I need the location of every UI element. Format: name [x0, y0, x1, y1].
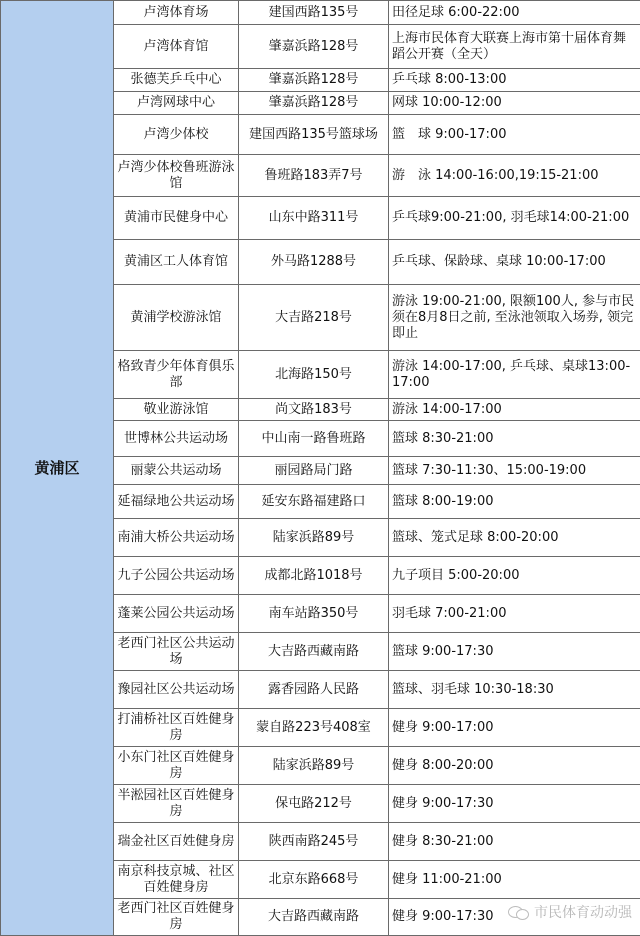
district-cell: 黄浦区 — [1, 1, 114, 936]
address-cell: 陕西南路245号 — [239, 823, 389, 861]
venue-cell: 黄浦学校游泳馆 — [114, 285, 239, 351]
hours-cell: 游泳 14:00-17:00, 乒乓球、桌球13:00-17:00 — [389, 351, 640, 399]
venue-cell: 黄浦区工人体育馆 — [114, 240, 239, 285]
venue-cell: 九子公园公共运动场 — [114, 557, 239, 595]
venue-cell: 老西门社区百姓健身房 — [114, 899, 239, 936]
hours-cell: 上海市民体育大联赛上海市第十届体育舞蹈公开赛（全天） — [389, 25, 640, 69]
venue-cell: 豫园社区公共运动场 — [114, 671, 239, 709]
address-cell: 建国西路135号 — [239, 1, 389, 25]
venue-cell: 敬业游泳馆 — [114, 399, 239, 421]
hours-cell: 游泳 14:00-17:00 — [389, 399, 640, 421]
address-cell: 大吉路西藏南路 — [239, 633, 389, 671]
venue-cell: 张德芙乒乓中心 — [114, 69, 239, 92]
hours-cell: 乒乓球、保龄球、桌球 10:00-17:00 — [389, 240, 640, 285]
address-cell: 鲁班路183弄7号 — [239, 155, 389, 197]
venue-cell: 黄浦市民健身中心 — [114, 197, 239, 240]
venue-cell: 打浦桥社区百姓健身房 — [114, 709, 239, 747]
address-cell: 山东中路311号 — [239, 197, 389, 240]
venue-cell: 丽蒙公共运动场 — [114, 457, 239, 485]
hours-cell: 篮球、笼式足球 8:00-20:00 — [389, 519, 640, 557]
venue-cell: 卢湾少体校鲁班游泳馆 — [114, 155, 239, 197]
wechat-icon — [508, 904, 530, 920]
address-cell: 丽园路局门路 — [239, 457, 389, 485]
venue-cell: 南浦大桥公共运动场 — [114, 519, 239, 557]
address-cell: 建国西路135号篮球场 — [239, 115, 389, 155]
hours-cell: 健身 11:00-21:00 — [389, 861, 640, 899]
hours-cell: 篮球、羽毛球 10:30-18:30 — [389, 671, 640, 709]
venue-cell: 小东门社区百姓健身房 — [114, 747, 239, 785]
hours-cell: 篮球 7:30-11:30、15:00-19:00 — [389, 457, 640, 485]
hours-cell: 篮球 8:00-19:00 — [389, 485, 640, 519]
address-cell: 北海路150号 — [239, 351, 389, 399]
venue-cell: 卢湾网球中心 — [114, 92, 239, 115]
hours-cell: 田径足球 6:00-22:00 — [389, 1, 640, 25]
hours-cell: 篮球 8:30-21:00 — [389, 421, 640, 457]
venue-table-body — [1, 1, 640, 936]
address-cell: 延安东路福建路口 — [239, 485, 389, 519]
venue-cell: 卢湾少体校 — [114, 115, 239, 155]
hours-cell: 健身 8:00-20:00 — [389, 747, 640, 785]
address-cell: 南车站路350号 — [239, 595, 389, 633]
hours-cell: 乒乓球 8:00-13:00 — [389, 69, 640, 92]
watermark-text: 市民体育动动强 — [534, 902, 632, 922]
address-cell: 保屯路212号 — [239, 785, 389, 823]
watermark — [508, 902, 632, 922]
table-row — [1, 1, 640, 25]
address-cell: 尚文路183号 — [239, 399, 389, 421]
hours-cell: 网球 10:00-12:00 — [389, 92, 640, 115]
hours-cell: 篮球 9:00-17:30 — [389, 633, 640, 671]
address-cell: 北京东路668号 — [239, 861, 389, 899]
hours-cell: 游泳 19:00-21:00, 限额100人, 参与市民须在8月8日之前, 至泳池领取入场券, 领完即止 — [389, 285, 640, 351]
venue-cell: 世博林公共运动场 — [114, 421, 239, 457]
venue-cell: 蓬莱公园公共运动场 — [114, 595, 239, 633]
address-cell: 蒙自路223号408室 — [239, 709, 389, 747]
address-cell: 中山南一路鲁班路 — [239, 421, 389, 457]
venue-cell: 卢湾体育场 — [114, 1, 239, 25]
address-cell: 肇嘉浜路128号 — [239, 92, 389, 115]
address-cell: 大吉路西藏南路 — [239, 899, 389, 936]
hours-cell: 篮 球 9:00-17:00 — [389, 115, 640, 155]
hours-cell: 羽毛球 7:00-21:00 — [389, 595, 640, 633]
address-cell: 露香园路人民路 — [239, 671, 389, 709]
address-cell: 陆家浜路89号 — [239, 519, 389, 557]
venue-cell: 瑞金社区百姓健身房 — [114, 823, 239, 861]
venue-cell: 老西门社区公共运动场 — [114, 633, 239, 671]
address-cell: 成都北路1018号 — [239, 557, 389, 595]
hours-cell: 健身 9:00-17:00 — [389, 709, 640, 747]
address-cell: 外马路1288号 — [239, 240, 389, 285]
hours-cell: 九子项目 5:00-20:00 — [389, 557, 640, 595]
address-cell: 陆家浜路89号 — [239, 747, 389, 785]
address-cell: 肇嘉浜路128号 — [239, 25, 389, 69]
venue-cell: 半淞园社区百姓健身房 — [114, 785, 239, 823]
address-cell: 大吉路218号 — [239, 285, 389, 351]
hours-cell: 健身 9:00-17:30 — [389, 785, 640, 823]
hours-cell: 乒乓球9:00-21:00, 羽毛球14:00-21:00 — [389, 197, 640, 240]
venue-cell: 格致青少年体育俱乐部 — [114, 351, 239, 399]
hours-cell: 健身 9:00-17:30 — [389, 899, 640, 936]
hours-cell: 健身 8:30-21:00 — [389, 823, 640, 861]
hours-cell: 游 泳 14:00-16:00,19:15-21:00 — [389, 155, 640, 197]
address-cell: 肇嘉浜路128号 — [239, 69, 389, 92]
venue-cell: 卢湾体育馆 — [114, 25, 239, 69]
venue-cell: 延福绿地公共运动场 — [114, 485, 239, 519]
venue-cell: 南京科技京城、社区百姓健身房 — [114, 861, 239, 899]
